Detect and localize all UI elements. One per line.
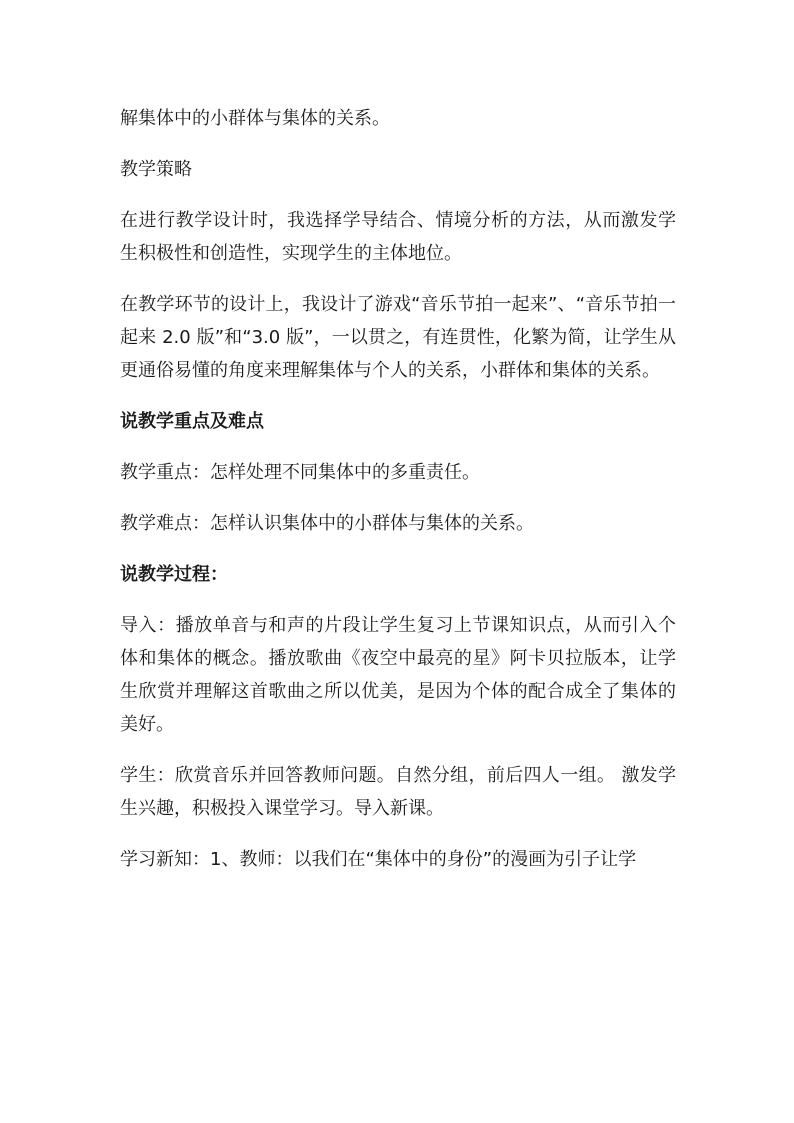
paragraph-1: 解集体中的小群体与集体的关系。: [120, 108, 390, 129]
heading-teaching-process: 说教学过程：: [120, 564, 228, 585]
paragraph-introduction: 导入：播放单音与和声的片段让学生复习上节课知识点，从而引入个体和集体的概念。播放歌曲《夜空中最亮的星》阿卡贝拉版本，让学生欣赏并理解这首歌曲之所以优美，是因为个体的配合成全了集体的美好。: [120, 615, 676, 735]
document-body: [120, 102, 676, 894]
paragraph-key-point: 教学重点：怎样处理不同集体中的多重责任。: [120, 462, 480, 483]
paragraph-teaching-strategy: 教学策略: [120, 159, 192, 180]
paragraph-difficulty: 教学难点：怎样认识集体中的小群体与集体的关系。: [120, 513, 534, 534]
paragraph-students: 学生：欣赏音乐并回答教师问题。自然分组，前后四人一组。 激发学生兴趣，积极投入课堂学习。导入新课。: [120, 765, 676, 819]
paragraph-4: 在教学环节的设计上，我设计了游戏“音乐节拍一起来”、“音乐节拍一起来 2.0 版”和“3.0 版”，一以贯之，有连贯性，化繁为简，让学生从更通俗易懂的角度来理解集体与个人的关系，小群体和集体的关系。: [120, 294, 676, 381]
paragraph-3: 在进行教学设计时，我选择学导结合、情境分析的方法，从而激发学生积极性和创造性，实现学生的主体地位。: [120, 210, 676, 264]
paragraph-new-knowledge: 学习新知：1、教师：以我们在“集体中的身份”的漫画为引子让学: [120, 849, 637, 870]
heading-key-points: 说教学重点及难点: [120, 411, 264, 432]
